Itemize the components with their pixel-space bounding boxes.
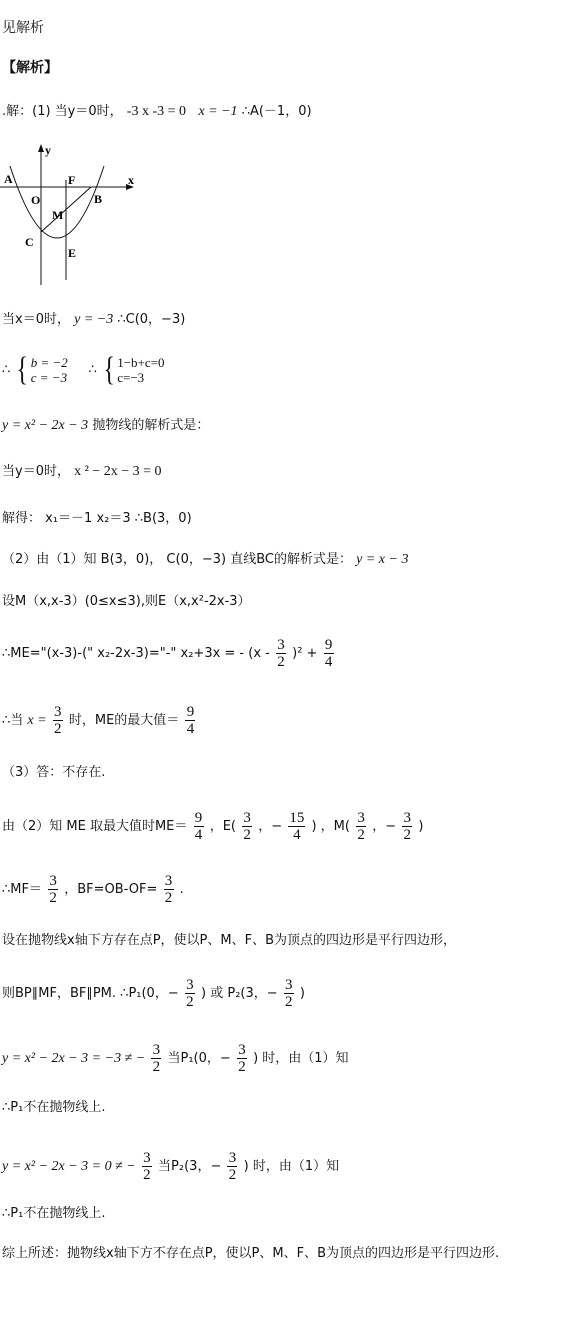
- frac-den: 2: [277, 654, 285, 670]
- line-13: [2, 873, 184, 906]
- line-15-text-c: ): [299, 986, 305, 1001]
- line-12-text-b: ，E(: [209, 819, 236, 834]
- label-m: M: [52, 208, 64, 222]
- frac-num: 9: [194, 810, 203, 826]
- therefore-1: ∴: [2, 362, 11, 378]
- line-1-point: ∴A(－1，0): [241, 104, 312, 119]
- line-6-roots: x₁＝－1 x₂＝3 ∴B(3，0): [45, 511, 192, 526]
- line-9: [2, 637, 336, 670]
- line-20-conclusion: 综上所述：抛物线x轴下方不存在点P，使以P、M、F、B为顶点的四边形是平行四边形.: [2, 1246, 500, 1261]
- line-10-frac-1: [53, 704, 63, 737]
- frac-den: 2: [186, 994, 194, 1010]
- label-b: B: [94, 192, 103, 206]
- label-a: A: [4, 172, 13, 186]
- line-1-eq: -3 x -3 = 0: [126, 104, 187, 119]
- line-10-text-a: ∴当: [2, 713, 24, 728]
- line-9-frac-2: [324, 637, 334, 670]
- label-o: O: [31, 193, 41, 207]
- frac-den: 2: [228, 1167, 237, 1183]
- line-15-text-b: ) 或 P₂(3，−: [201, 986, 278, 1001]
- line-9-close: )² +: [292, 646, 318, 661]
- line-1: [2, 104, 312, 120]
- line-1-text: .解：(1) 当y＝0时，: [2, 104, 123, 119]
- frac-den: 2: [152, 1059, 161, 1075]
- line-12-text-c: ，−: [258, 819, 283, 834]
- frac-den: 2: [164, 890, 173, 906]
- frac-num: 3: [357, 810, 365, 826]
- frac-den: 2: [403, 827, 412, 843]
- line-16-text-a: 当P₁(0，−: [167, 1051, 231, 1066]
- line-15: [2, 977, 305, 1010]
- line-7-text-b: C(0，−3) 直线BC的解析式是：: [166, 552, 352, 567]
- system-bc-row-1: b = −2: [30, 355, 68, 370]
- y-axis-arrow: [38, 144, 44, 152]
- label-x: x: [128, 173, 134, 187]
- frac-den: 2: [285, 994, 293, 1010]
- line-11: （3）答：不存在.: [2, 765, 106, 780]
- line-4-formula: y = x² − 2x − 3: [2, 418, 89, 433]
- line-18-frac-1: [142, 1150, 152, 1183]
- line-5-eq: x ² − 2x − 3 = 0: [74, 464, 162, 479]
- line-5: [2, 464, 162, 480]
- system-eq: [101, 351, 165, 388]
- line-19: ∴P₁不在抛物线上.: [2, 1206, 106, 1221]
- frac-num: 3: [143, 1150, 151, 1166]
- line-10-var: x =: [27, 713, 47, 728]
- frac-den: 2: [357, 827, 365, 843]
- line-12-frac-3: [288, 810, 305, 843]
- frac-num: 3: [285, 977, 293, 993]
- line-16-text-b: ) 时，由（1）知: [253, 1051, 349, 1066]
- line-12-frac-2: [242, 810, 252, 843]
- line-15-text-a: 则BP∥MF，BF∥PM. ∴P₁(0，−: [2, 986, 179, 1001]
- line-13-frac-1: [48, 873, 58, 906]
- line-4-text: 抛物线的解析式是：: [92, 418, 210, 433]
- frac-den: 4: [324, 654, 333, 670]
- line-9-paren: (x -: [248, 646, 270, 661]
- system-eq-row-2: c=−3: [117, 370, 145, 385]
- frac-den: 2: [49, 890, 57, 906]
- frac-den: 2: [53, 721, 62, 737]
- system-bc-row-2: c = −3: [30, 370, 68, 385]
- line-4: [2, 418, 209, 434]
- frac-den: 2: [243, 827, 251, 843]
- system-eq-row-1: 1−b+c=0: [117, 355, 165, 370]
- frac-num: 9: [186, 704, 195, 720]
- frac-num: 3: [228, 1150, 237, 1166]
- label-f: F: [68, 173, 76, 187]
- line-1-root: x = −1: [198, 104, 238, 119]
- line-7-formula: y = x − 3: [356, 552, 409, 567]
- frac-num: 3: [277, 637, 285, 653]
- frac-num: 3: [186, 977, 194, 993]
- frac-num: 3: [152, 1042, 161, 1058]
- line-16-formula: y = x² − 2x − 3 = −3 ≠ −: [2, 1051, 146, 1066]
- line-17: ∴P₁不在抛物线上.: [2, 1100, 106, 1115]
- brace-left-2: {: [103, 351, 115, 388]
- line-13-frac-2: [164, 873, 174, 906]
- frac-den: 4: [186, 721, 195, 737]
- section-heading: 【解析】: [2, 60, 58, 76]
- line-12-text-a: 由（2）知 ME 取最大值时ME＝: [2, 819, 188, 834]
- parabola-curve: [10, 166, 104, 238]
- line-13-text-a: ∴MF＝: [2, 882, 42, 897]
- frac-num: 15: [289, 810, 305, 826]
- line-16-frac-1: [151, 1042, 161, 1075]
- line-5-text: 当y＝0时，: [2, 464, 70, 479]
- line-18-frac-2: [227, 1150, 237, 1183]
- frac-num: 9: [324, 637, 333, 653]
- line-2-text: 当x＝0时，: [2, 312, 70, 327]
- line-16-frac-2: [237, 1042, 247, 1075]
- frac-num: 3: [164, 873, 173, 889]
- brace-left-1: {: [16, 351, 29, 388]
- line-10-frac-2: [185, 704, 195, 737]
- therefore-2: ∴: [88, 362, 97, 378]
- frac-den: 2: [143, 1167, 151, 1183]
- frac-den: 2: [238, 1059, 246, 1075]
- line-6-text: 解得：: [2, 511, 42, 526]
- line-12-frac-5: [402, 810, 412, 843]
- line-8: 设M（x,x-3）(0≤x≤3),则E（x,x²-2x-3）: [2, 594, 251, 609]
- frac-num: 3: [238, 1042, 246, 1058]
- line-9-frac-1: [276, 637, 286, 670]
- frac-den: 4: [293, 827, 301, 843]
- parabola-graph: [0, 140, 150, 290]
- line-15-frac-2: [284, 977, 294, 1010]
- line-12-frac-4: [356, 810, 366, 843]
- line-12: [2, 810, 424, 843]
- frac-num: 3: [243, 810, 251, 826]
- line-7-text-a: （2）由（1）知 B(3，0)，: [2, 552, 163, 567]
- line-2-eq: y = −3: [74, 312, 114, 327]
- label-e: E: [68, 246, 77, 260]
- line-12-text-f: ，−: [372, 819, 397, 834]
- line-18-text-a: 当P₂(3，−: [158, 1159, 222, 1174]
- line-14: 设在抛物线x轴下方存在点P，使以P、M、F、B为顶点的四边形是平行四边形，: [2, 933, 456, 948]
- label-c: C: [25, 235, 34, 249]
- line-6: [2, 511, 192, 527]
- system-bc: [14, 351, 68, 388]
- line-12-frac-1: [194, 810, 204, 843]
- frac-den: 4: [194, 827, 203, 843]
- line-16: [2, 1042, 349, 1075]
- line-13-text-b: ，BF=OB-OF=: [64, 882, 158, 897]
- line-15-frac-1: [185, 977, 195, 1010]
- line-12-text-e: ) ，M(: [311, 819, 350, 834]
- line-10-text-b: 时，ME的最大值＝: [68, 713, 180, 728]
- line-18-formula: y = x² − 2x − 3 = 0 ≠ −: [2, 1159, 136, 1174]
- line-3-system: [2, 351, 165, 388]
- line-10: [2, 704, 197, 737]
- line-7: [2, 552, 408, 568]
- frac-num: 3: [49, 873, 57, 889]
- line-2-point: ∴C(0，−3): [117, 312, 186, 327]
- frac-num: 3: [53, 704, 62, 720]
- line-2: [2, 312, 185, 328]
- line-12-text-g: ): [418, 819, 424, 834]
- line-18: [2, 1150, 339, 1183]
- line-13-text-c: .: [179, 882, 184, 897]
- label-y: y: [45, 143, 51, 157]
- frac-num: 3: [403, 810, 412, 826]
- line-9-text: ∴ME="(x-3)-(" x₂-2x-3)="-" x₂+3x = -: [2, 646, 245, 661]
- line-18-text-b: ) 时，由（1）知: [243, 1159, 340, 1174]
- answer-title: 见解析: [2, 20, 44, 36]
